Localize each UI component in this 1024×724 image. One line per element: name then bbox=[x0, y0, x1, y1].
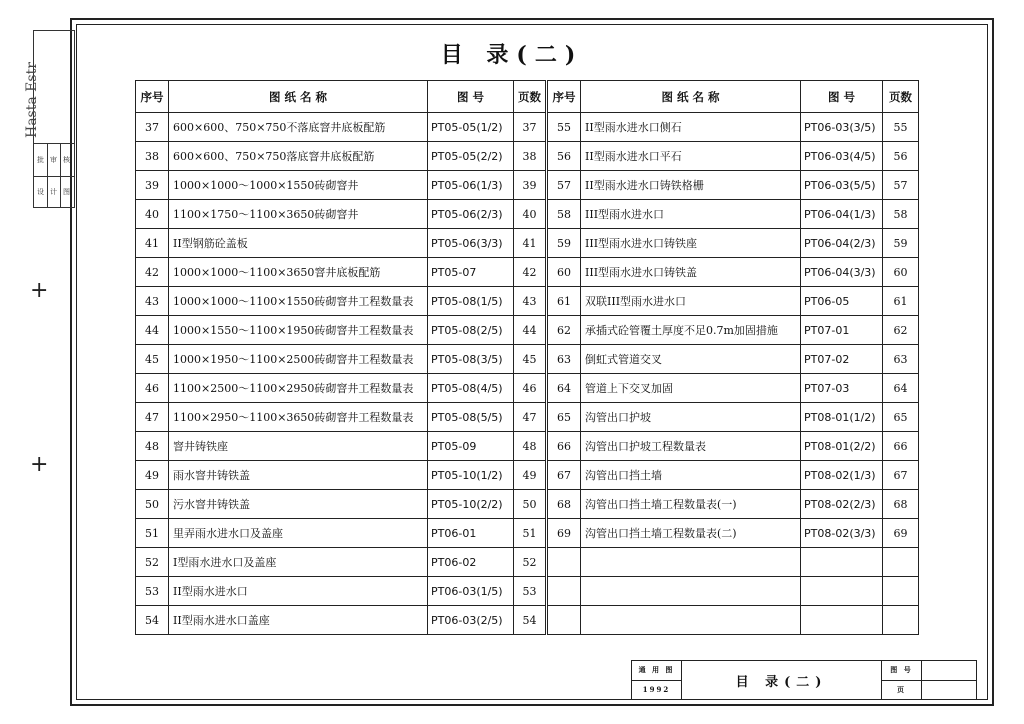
row-number: 64 bbox=[547, 374, 581, 403]
row-number: 54 bbox=[136, 606, 169, 635]
page-number: 47 bbox=[514, 403, 547, 432]
table-row bbox=[136, 287, 919, 316]
drawing-name: 倒虹式管道交叉 bbox=[581, 345, 801, 374]
drawing-name: II型雨水进水口铸铁格栅 bbox=[581, 171, 801, 200]
row-number: 58 bbox=[547, 200, 581, 229]
row-number: 50 bbox=[136, 490, 169, 519]
row-number bbox=[547, 577, 581, 606]
page-number: 39 bbox=[514, 171, 547, 200]
drawing-name: 污水窨井铸铁盖 bbox=[169, 490, 428, 519]
drawing-code: PT06-03(5/5) bbox=[801, 171, 883, 200]
row-number: 68 bbox=[547, 490, 581, 519]
drawing-name: 双联III型雨水进水口 bbox=[581, 287, 801, 316]
drawing-code: PT05-06(1/3) bbox=[428, 171, 514, 200]
row-number: 39 bbox=[136, 171, 169, 200]
drawing-name: 1100×1750～1100×3650砖砌窨井 bbox=[169, 200, 428, 229]
page-number: 42 bbox=[514, 258, 547, 287]
title-block-page-value bbox=[922, 680, 977, 700]
table-row bbox=[136, 142, 919, 171]
strip-mark: 核 bbox=[63, 156, 70, 164]
drawing-code: PT06-02 bbox=[428, 548, 514, 577]
table-row bbox=[136, 548, 919, 577]
drawing-name: 1000×1000～1000×1550砖砌窨井 bbox=[169, 171, 428, 200]
drawing-name: 1000×1550～1100×1950砖砌窨井工程数量表 bbox=[169, 316, 428, 345]
drawing-code: PT07-03 bbox=[801, 374, 883, 403]
page-number: 62 bbox=[883, 316, 919, 345]
row-number: 41 bbox=[136, 229, 169, 258]
registration-mark: + bbox=[30, 452, 49, 477]
drawing-name: 里弄雨水进水口及盖座 bbox=[169, 519, 428, 548]
header-no: 序号 bbox=[547, 81, 581, 113]
drawing-code: PT05-10(2/2) bbox=[428, 490, 514, 519]
strip-mark: 计 bbox=[50, 188, 57, 196]
drawing-code: PT06-03(2/5) bbox=[428, 606, 514, 635]
row-number: 63 bbox=[547, 345, 581, 374]
drawing-name: 沟管出口护坡 bbox=[581, 403, 801, 432]
table-row bbox=[136, 403, 919, 432]
page-number: 65 bbox=[883, 403, 919, 432]
page-number: 40 bbox=[514, 200, 547, 229]
page-number: 61 bbox=[883, 287, 919, 316]
row-number: 49 bbox=[136, 461, 169, 490]
drawing-name: 沟管出口护坡工程数量表 bbox=[581, 432, 801, 461]
drawing-code: PT08-01(1/2) bbox=[801, 403, 883, 432]
page-number bbox=[883, 577, 919, 606]
table-row bbox=[136, 113, 919, 142]
row-number: 69 bbox=[547, 519, 581, 548]
drawing-name: 1100×2950～1100×3650砖砌窨井工程数量表 bbox=[169, 403, 428, 432]
strip-mark: 批 bbox=[37, 156, 44, 164]
drawing-code: PT05-06(2/3) bbox=[428, 200, 514, 229]
drawing-name bbox=[581, 577, 801, 606]
title-block-general-label: 通 用 图 bbox=[632, 661, 682, 681]
page-number: 48 bbox=[514, 432, 547, 461]
table-row bbox=[136, 258, 919, 287]
header-code: 图 号 bbox=[428, 81, 514, 113]
row-number: 67 bbox=[547, 461, 581, 490]
drawing-name: II型雨水进水口平石 bbox=[581, 142, 801, 171]
row-number: 56 bbox=[547, 142, 581, 171]
drawing-code: PT05-08(1/5) bbox=[428, 287, 514, 316]
table-row bbox=[136, 200, 919, 229]
strip-mark: 设 bbox=[37, 188, 44, 196]
title-block-year: 1992 bbox=[632, 680, 682, 700]
header-no: 序号 bbox=[136, 81, 169, 113]
page-number: 53 bbox=[514, 577, 547, 606]
table-row bbox=[136, 432, 919, 461]
row-number: 48 bbox=[136, 432, 169, 461]
header-pages: 页数 bbox=[883, 81, 919, 113]
page-number: 49 bbox=[514, 461, 547, 490]
drawing-code: PT08-02(1/3) bbox=[801, 461, 883, 490]
row-number: 37 bbox=[136, 113, 169, 142]
row-number: 60 bbox=[547, 258, 581, 287]
drawing-code: PT08-02(3/3) bbox=[801, 519, 883, 548]
page-number: 56 bbox=[883, 142, 919, 171]
table-row bbox=[136, 461, 919, 490]
table-row bbox=[136, 490, 919, 519]
table-row bbox=[136, 316, 919, 345]
drawing-name: I型雨水进水口及盖座 bbox=[169, 548, 428, 577]
drawing-name: II型雨水进水口 bbox=[169, 577, 428, 606]
row-number: 65 bbox=[547, 403, 581, 432]
drawing-code: PT05-05(2/2) bbox=[428, 142, 514, 171]
page-number: 58 bbox=[883, 200, 919, 229]
title-block-drawing-no-value bbox=[922, 661, 977, 681]
drawing-name: 600×600、750×750不落底窨井底板配筋 bbox=[169, 113, 428, 142]
drawing-code bbox=[801, 548, 883, 577]
drawing-name: 管道上下交叉加固 bbox=[581, 374, 801, 403]
strip-mark: 审 bbox=[50, 156, 57, 164]
drawing-code: PT05-08(3/5) bbox=[428, 345, 514, 374]
table-row bbox=[136, 577, 919, 606]
page-number: 37 bbox=[514, 113, 547, 142]
row-number: 46 bbox=[136, 374, 169, 403]
page-number: 69 bbox=[883, 519, 919, 548]
drawing-code: PT06-03(3/5) bbox=[801, 113, 883, 142]
drawing-name: II型钢筋砼盖板 bbox=[169, 229, 428, 258]
page-number: 44 bbox=[514, 316, 547, 345]
row-number: 61 bbox=[547, 287, 581, 316]
page-number: 50 bbox=[514, 490, 547, 519]
row-number: 51 bbox=[136, 519, 169, 548]
page-title: 目 录(二) bbox=[440, 42, 584, 68]
page-number: 67 bbox=[883, 461, 919, 490]
drawing-name: 承插式砼管覆土厚度不足0.7m加固措施 bbox=[581, 316, 801, 345]
drawing-name: III型雨水进水口铸铁座 bbox=[581, 229, 801, 258]
row-number: 38 bbox=[136, 142, 169, 171]
table-row bbox=[136, 171, 919, 200]
page-number: 54 bbox=[514, 606, 547, 635]
handwritten-scrawl: Hasta Estr bbox=[24, 62, 40, 138]
title-block-name: 目 录(二) bbox=[682, 661, 882, 700]
drawing-code: PT05-10(1/2) bbox=[428, 461, 514, 490]
drawing-name bbox=[581, 548, 801, 577]
table-row bbox=[136, 606, 919, 635]
row-number: 45 bbox=[136, 345, 169, 374]
page-number: 46 bbox=[514, 374, 547, 403]
drawing-code: PT05-08(4/5) bbox=[428, 374, 514, 403]
page-number bbox=[883, 548, 919, 577]
drawing-code: PT05-08(5/5) bbox=[428, 403, 514, 432]
drawing-code: PT06-03(4/5) bbox=[801, 142, 883, 171]
strip-mark: 图 bbox=[63, 188, 70, 196]
row-number: 44 bbox=[136, 316, 169, 345]
header-name: 图 纸 名 称 bbox=[169, 81, 428, 113]
drawing-code: PT08-02(2/3) bbox=[801, 490, 883, 519]
page-number: 43 bbox=[514, 287, 547, 316]
table-row bbox=[136, 374, 919, 403]
drawing-name: 沟管出口挡土墙 bbox=[581, 461, 801, 490]
title-block-page-label: 页 bbox=[882, 680, 922, 700]
drawing-code: PT05-09 bbox=[428, 432, 514, 461]
title-block-drawing-no-label: 图 号 bbox=[882, 661, 922, 681]
registration-mark: + bbox=[30, 278, 49, 303]
page-number bbox=[883, 606, 919, 635]
drawing-name bbox=[581, 606, 801, 635]
row-number: 42 bbox=[136, 258, 169, 287]
row-number: 47 bbox=[136, 403, 169, 432]
page-number: 66 bbox=[883, 432, 919, 461]
drawing-name: 1000×1000～1100×3650窨井底板配筋 bbox=[169, 258, 428, 287]
drawing-name: 沟管出口挡土墙工程数量表(一) bbox=[581, 490, 801, 519]
drawing-name: II型雨水进水口盖座 bbox=[169, 606, 428, 635]
page-number: 68 bbox=[883, 490, 919, 519]
row-number: 57 bbox=[547, 171, 581, 200]
drawing-name: III型雨水进水口铸铁盖 bbox=[581, 258, 801, 287]
drawing-name: 600×600、750×750落底窨井底板配筋 bbox=[169, 142, 428, 171]
drawing-code: PT05-08(2/5) bbox=[428, 316, 514, 345]
drawing-name: 窨井铸铁座 bbox=[169, 432, 428, 461]
row-number bbox=[547, 548, 581, 577]
page-number: 55 bbox=[883, 113, 919, 142]
row-number: 52 bbox=[136, 548, 169, 577]
table-row bbox=[136, 345, 919, 374]
drawing-code: PT07-02 bbox=[801, 345, 883, 374]
row-number: 66 bbox=[547, 432, 581, 461]
table-row bbox=[136, 229, 919, 258]
drawing-name: 雨水窨井铸铁盖 bbox=[169, 461, 428, 490]
page-number: 45 bbox=[514, 345, 547, 374]
page-number: 41 bbox=[514, 229, 547, 258]
drawing-code bbox=[801, 577, 883, 606]
drawing-code: PT06-04(2/3) bbox=[801, 229, 883, 258]
header-name: 图 纸 名 称 bbox=[581, 81, 801, 113]
row-number: 59 bbox=[547, 229, 581, 258]
drawing-code: PT06-03(1/5) bbox=[428, 577, 514, 606]
page-number: 51 bbox=[514, 519, 547, 548]
page-number: 63 bbox=[883, 345, 919, 374]
row-number bbox=[547, 606, 581, 635]
page-number: 59 bbox=[883, 229, 919, 258]
table-header-row bbox=[136, 81, 919, 113]
header-pages: 页数 bbox=[514, 81, 547, 113]
page-number: 60 bbox=[883, 258, 919, 287]
drawing-code: PT06-04(3/3) bbox=[801, 258, 883, 287]
drawing-code bbox=[801, 606, 883, 635]
title-block bbox=[631, 660, 977, 700]
header-code: 图 号 bbox=[801, 81, 883, 113]
drawing-name: 1000×1950～1100×2500砖砌窨井工程数量表 bbox=[169, 345, 428, 374]
drawing-code: PT05-06(3/3) bbox=[428, 229, 514, 258]
table-row bbox=[136, 519, 919, 548]
drawing-code: PT07-01 bbox=[801, 316, 883, 345]
drawing-name: II型雨水进水口侧石 bbox=[581, 113, 801, 142]
drawing-code: PT05-05(1/2) bbox=[428, 113, 514, 142]
drawing-code: PT06-01 bbox=[428, 519, 514, 548]
row-number: 55 bbox=[547, 113, 581, 142]
drawing-index-table bbox=[135, 80, 919, 635]
drawing-name: 1000×1000～1100×1550砖砌窨井工程数量表 bbox=[169, 287, 428, 316]
page-number: 57 bbox=[883, 171, 919, 200]
row-number: 62 bbox=[547, 316, 581, 345]
page-number: 52 bbox=[514, 548, 547, 577]
row-number: 43 bbox=[136, 287, 169, 316]
drawing-code: PT06-04(1/3) bbox=[801, 200, 883, 229]
page-number: 38 bbox=[514, 142, 547, 171]
drawing-code: PT06-05 bbox=[801, 287, 883, 316]
drawing-code: PT05-07 bbox=[428, 258, 514, 287]
drawing-name: 1100×2500～1100×2950砖砌窨井工程数量表 bbox=[169, 374, 428, 403]
drawing-name: III型雨水进水口 bbox=[581, 200, 801, 229]
row-number: 40 bbox=[136, 200, 169, 229]
drawing-code: PT08-01(2/2) bbox=[801, 432, 883, 461]
drawing-name: 沟管出口挡土墙工程数量表(二) bbox=[581, 519, 801, 548]
row-number: 53 bbox=[136, 577, 169, 606]
page-number: 64 bbox=[883, 374, 919, 403]
